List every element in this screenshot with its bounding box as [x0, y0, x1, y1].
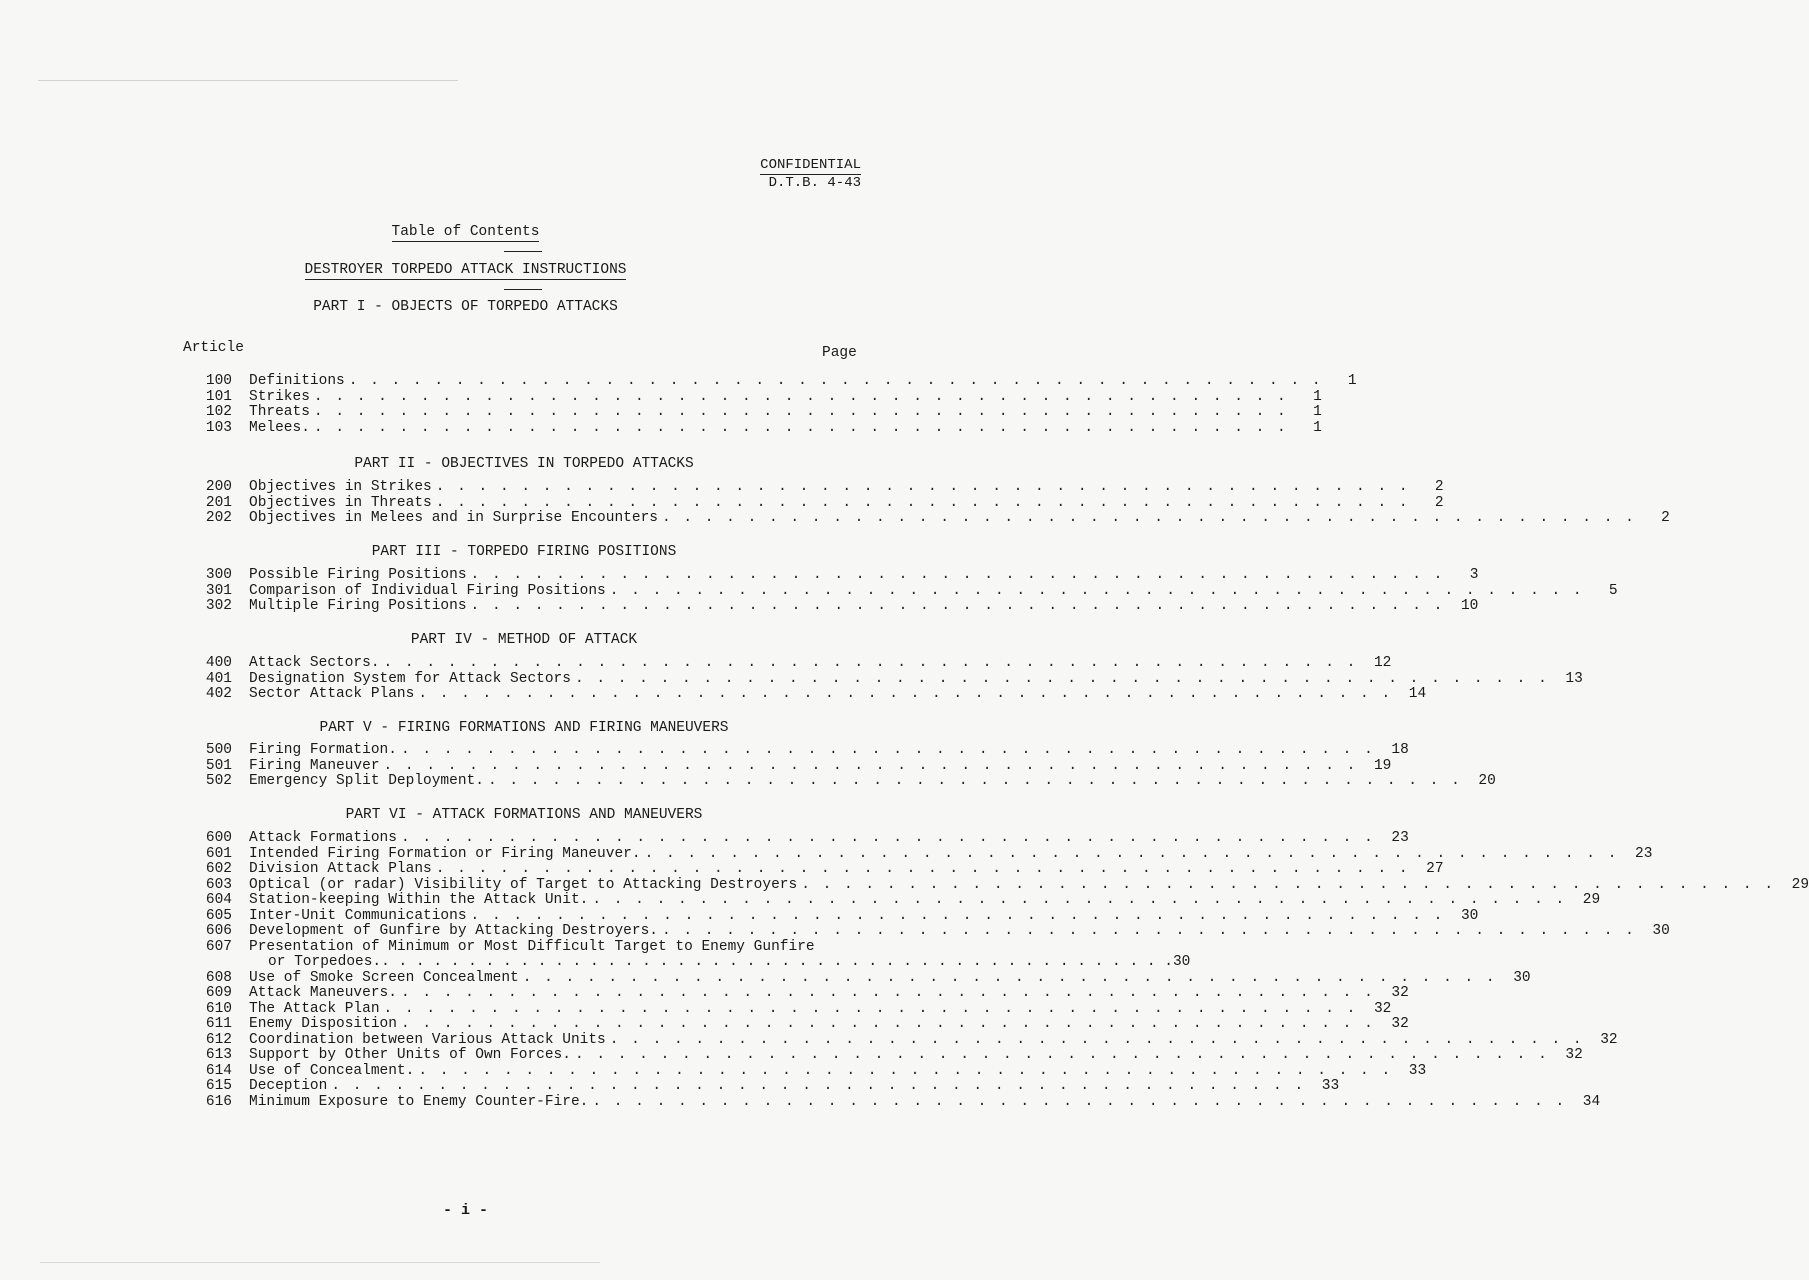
article-title: Attack Formations	[249, 830, 397, 846]
article-number: 401	[205, 670, 232, 687]
page-number: 30	[1652, 923, 1670, 939]
document-subtitle: DESTROYER TORPEDO ATTACK INSTRUCTIONS	[304, 262, 627, 278]
page-number: 5	[1608, 582, 1618, 599]
toc-entry	[184, 845, 1653, 863]
article-title: Intended Firing Formation or Firing Maneuver.	[249, 845, 641, 862]
page-column-heading: Page	[822, 345, 857, 361]
toc-part5	[184, 742, 1496, 790]
article-number: 100	[205, 373, 232, 389]
toc-title: Table of Contents	[391, 224, 540, 240]
article-title: Deception	[249, 1078, 328, 1094]
article-title: Strikes	[249, 388, 310, 405]
dot-leader: . . . . . . . . . . . . . . . . . . . . . . . . . . . . . . . . . . . . . . . . . . . . . .	[383, 1000, 1358, 1017]
dot-leader: . . . . . . . . . . . . . . . . . . . . . . . . . . . . . . . . . . . . . . . . . . . . . .	[609, 1031, 1584, 1048]
article-number: 607	[205, 938, 232, 955]
toc-entry	[184, 742, 1409, 759]
page-number: 32	[1600, 1031, 1618, 1048]
article-number: 603	[205, 876, 232, 893]
article-number: 609	[205, 985, 232, 1001]
page-number-footer: - i -	[442, 1202, 488, 1219]
toc-entry	[184, 830, 1409, 847]
article-number: 611	[205, 1016, 232, 1032]
article-number: 605	[205, 907, 232, 924]
dot-leader: . . . . . . . . . . . . . . . . . . . . . . . . . . . . . . . . . . . . . . . . . . . . . .	[313, 388, 1288, 405]
article-title: Objectives in Threats	[249, 494, 432, 511]
page-number: 13	[1565, 670, 1583, 687]
page-number: 2	[1661, 510, 1670, 526]
article-number: 602	[205, 861, 232, 877]
article-number: 402	[205, 686, 232, 702]
article-number: 300	[205, 567, 232, 583]
toc-title-block	[0, 224, 931, 240]
toc-part6-heading	[184, 807, 864, 823]
page-number: 23	[1391, 830, 1409, 846]
article-number: 502	[205, 773, 232, 789]
toc-entry	[184, 494, 1444, 512]
toc-entry	[184, 907, 1479, 925]
article-title: Station-keeping Within the Attack Unit.	[249, 892, 589, 908]
dot-leader: . . . . . . . . . . . . . . . . . . . . . . . . . . . . . . . . . . . . . . . . . . . . . .	[435, 494, 1410, 511]
subtitle-block	[0, 262, 931, 278]
dot-leader: . . . . . . . . . . . . . . . . . . . . . . . . . . . . . . . . . . . . . . . . . . . . . .	[381, 954, 1173, 970]
article-title: Coordination between Various Attack Units	[249, 1031, 606, 1048]
dot-leader: . . . . . . . . . . . . . . . . . . . . . . . . . . . . . . . . . . . . . . . . . . . . . .	[400, 1016, 1375, 1032]
dot-leader: . . . . . . . . . . . . . . . . . . . . . . . . . . . . . . . . . . . . . . . . . . . . . .	[313, 404, 1288, 420]
article-number: 615	[205, 1078, 232, 1094]
dot-leader: . . . . . . . . . . . . . . . . . . . . . . . . . . . . . . . . . . . . . . . . . . . . . .	[592, 1093, 1567, 1110]
article-title: Attack Sectors.	[249, 655, 380, 671]
article-number: 400	[205, 655, 232, 671]
toc-part5-heading	[184, 720, 864, 736]
toc-entry	[184, 670, 1583, 688]
article-number: 613	[205, 1047, 232, 1063]
page-number: 29	[1791, 876, 1809, 893]
page-number: 14	[1408, 686, 1427, 702]
article-number: 614	[205, 1062, 232, 1079]
toc-entry	[184, 655, 1392, 672]
article-number: 608	[205, 969, 232, 986]
page-number: 33	[1408, 1062, 1427, 1079]
scan-artifact-top	[38, 80, 458, 81]
dot-leader: . . . . . . . . . . . . . . . . . . . . . . . . . . . . . . . . . . . . . . . . . . . . . .	[435, 861, 1410, 877]
dot-leader: . . . . . . . . . . . . . . . . . . . . . . . . . . . . . . . . . . . . . . . . . . . . . .	[400, 830, 1375, 846]
article-title: Emergency Split Deployment.	[249, 773, 484, 789]
dot-leader: . . . . . . . . . . . . . . . . . . . . . . . . . . . . . . . . . . . . . . . . . . . . . .	[574, 1047, 1549, 1063]
article-title: Objectives in Melees and in Surprise Encounters	[249, 510, 658, 526]
article-number: 301	[205, 582, 232, 599]
page-number: 29	[1582, 892, 1601, 908]
toc-entry	[184, 419, 1322, 437]
toc-entry	[184, 567, 1479, 584]
article-title: Use of Concealment.	[249, 1062, 415, 1079]
article-number: 201	[205, 494, 232, 511]
toc-part3	[184, 567, 1618, 615]
article-number: 500	[205, 742, 232, 758]
dot-leader: . . . . . . . . . . . . . . . . . . . . . . . . . . . . . . . . . . . . . . . . . . . . . .	[418, 686, 1393, 702]
toc-entry	[184, 940, 864, 956]
part6-heading: PART VI - ATTACK FORMATIONS AND MANEUVERS	[345, 807, 703, 823]
article-number: 612	[205, 1031, 232, 1048]
article-title: Definitions	[249, 373, 345, 389]
page-number: 2	[1434, 479, 1444, 495]
article-number: 200	[205, 479, 232, 495]
toc-part1	[184, 373, 1357, 436]
article-number: 616	[205, 1093, 232, 1110]
article-title: Melees.	[249, 419, 310, 436]
toc-entry	[184, 686, 1427, 703]
article-title: Attack Maneuvers.	[249, 985, 397, 1001]
article-title: Division Attack Plans	[249, 861, 432, 877]
dot-leader: . . . . . . . . . . . . . . . . . . . . . . . . . . . . . . . . . . . . . . . . . . . . . .	[435, 479, 1410, 495]
part5-heading: PART V - FIRING FORMATIONS AND FIRING MANEUVERS	[319, 720, 729, 736]
dot-leader: . . . . . . . . . . . . . . . . . . . . . . . . . . . . . . . . . . . . . . . . . . . . . .	[470, 598, 1445, 614]
scan-artifact-bottom	[40, 1262, 600, 1263]
article-title: Development of Gunfire by Attacking Destroyers.	[249, 923, 658, 939]
article-number: 103	[205, 419, 232, 436]
page-number: 12	[1373, 655, 1392, 671]
toc-part2	[184, 479, 1670, 527]
page-number: 3	[1469, 567, 1479, 583]
toc-part6	[184, 830, 1809, 1110]
article-title: The Attack Plan	[249, 1000, 380, 1017]
article-number: 604	[205, 892, 232, 908]
toc-entry-continuation	[184, 954, 1191, 971]
page-number: 30	[1172, 954, 1191, 970]
page-number: 32	[1373, 1000, 1392, 1017]
page-number: 20	[1478, 773, 1496, 789]
article-title: Firing Maneuver	[249, 757, 380, 774]
dot-leader: . . . . . . . . . . . . . . . . . . . . . . . . . . . . . . . . . . . . . . . . . . . . . .	[592, 892, 1567, 908]
toc-entry	[184, 1016, 1409, 1033]
page-number: 1	[1313, 388, 1322, 405]
article-title: Multiple Firing Positions	[249, 598, 467, 614]
toc-entry	[184, 1093, 1601, 1111]
page-number: 1	[1313, 404, 1322, 420]
toc-entry	[184, 1047, 1583, 1064]
article-title: Objectives in Strikes	[249, 479, 432, 495]
article-number: 202	[205, 510, 232, 526]
article-number: 601	[205, 845, 232, 862]
article-number: 606	[205, 923, 232, 939]
dot-leader: . . . . . . . . . . . . . . . . . . . . . . . . . . . . . . . . . . . . . . . . . . . . . .	[418, 1062, 1393, 1079]
toc-part3-heading	[184, 544, 864, 560]
dot-leader: . . . . . . . . . . . . . . . . . . . . . . . . . . . . . . . . . . . . . . . . . . . . . .	[574, 670, 1549, 687]
page-number: 1	[1313, 419, 1322, 436]
toc-entry	[184, 969, 1531, 987]
subtitle-rule	[504, 289, 542, 290]
toc-entry	[184, 923, 1670, 940]
dot-leader: . . . . . . . . . . . . . . . . . . . . . . . . . . . . . . . . . . . . . . . . . . . . . .	[383, 655, 1358, 671]
dot-leader: . . . . . . . . . . . . . . . . . . . . . . . . . . . . . . . . . . . . . . . . . . . . . .	[383, 757, 1358, 774]
toc-entry	[184, 861, 1444, 878]
article-title: Designation System for Attack Sectors	[249, 670, 571, 687]
toc-entry	[184, 773, 1496, 790]
toc-entry	[184, 388, 1322, 406]
dot-leader: . . . . . . . . . . . . . . . . . . . . . . . . . . . . . . . . . . . . . . . . . . . . . .	[400, 985, 1375, 1001]
article-title: Support by Other Units of Own Forces.	[249, 1047, 571, 1063]
part1-heading: PART I - OBJECTS OF TORPEDO ATTACKS	[313, 299, 618, 315]
page-number: 32	[1391, 1016, 1409, 1032]
toc-entry	[184, 1031, 1618, 1049]
article-title: Threats	[249, 404, 310, 420]
article-title: Comparison of Individual Firing Positions	[249, 582, 606, 599]
page-number: 30	[1460, 907, 1479, 924]
page-number: 33	[1321, 1078, 1340, 1094]
dot-leader: . . . . . . . . . . . . . . . . . . . . . . . . . . . . . . . . . . . . . . . . . . . . . .	[522, 969, 1497, 986]
dot-leader: . . . . . . . . . . . . . . . . . . . . . . . . . . . . . . . . . . . . . . . . . . . . . .	[400, 742, 1375, 758]
article-title: Possible Firing Positions	[249, 567, 467, 583]
article-title: Optical (or radar) Visibility of Target to Attacking Destroyers	[249, 876, 798, 893]
toc-entry	[184, 1000, 1392, 1018]
document-id: D.T.B. 4-43	[768, 175, 861, 191]
page-number: 34	[1582, 1093, 1601, 1110]
dot-leader: . . . . . . . . . . . . . . . . . . . . . . . . . . . . . . . . . . . . . . . . . . . . . .	[609, 582, 1584, 599]
toc-entry	[184, 404, 1322, 421]
dot-leader: . . . . . . . . . . . . . . . . . . . . . . . . . . . . . . . . . . . . . . . . . . . . . .	[348, 373, 1323, 389]
page-number: 19	[1373, 757, 1392, 774]
toc-entry	[184, 757, 1392, 775]
article-title: Inter-Unit Communications	[249, 907, 467, 924]
toc-part4	[184, 655, 1583, 703]
toc-entry	[184, 1078, 1340, 1095]
part3-heading: PART III - TORPEDO FIRING POSITIONS	[371, 544, 677, 560]
toc-entry	[184, 510, 1670, 527]
toc-part4-heading	[184, 632, 864, 648]
article-title: Minimum Exposure to Enemy Counter-Fire.	[249, 1093, 589, 1110]
article-number: 501	[205, 757, 232, 774]
article-number: 302	[205, 598, 232, 614]
dot-leader: . . . . . . . . . . . . . . . . . . . . . . . . . . . . . . . . . . . . . . . . . . . . . .	[470, 567, 1445, 583]
toc-entry	[184, 876, 1809, 894]
part4-heading: PART IV - METHOD OF ATTACK	[410, 632, 638, 648]
article-column-heading: Article	[183, 340, 244, 356]
dot-leader: . . . . . . . . . . . . . . . . . . . . . . . . . . . . . . . . . . . . . . . . . . . . . .	[801, 876, 1776, 893]
document-header	[760, 157, 861, 191]
toc-entry	[184, 373, 1357, 390]
dot-leader: . . . . . . . . . . . . . . . . . . . . . . . . . . . . . . . . . . . . . . . . . . . . . .	[644, 845, 1619, 862]
toc-entry	[184, 985, 1409, 1002]
article-title: Enemy Disposition	[249, 1016, 397, 1032]
page-number: 18	[1391, 742, 1409, 758]
dot-leader: . . . . . . . . . . . . . . . . . . . . . . . . . . . . . . . . . . . . . . . . . . . . . .	[661, 923, 1636, 939]
page-number: 32	[1565, 1047, 1583, 1063]
page-number: 10	[1460, 598, 1479, 614]
toc-part2-heading	[184, 456, 864, 472]
article-number: 610	[205, 1000, 232, 1017]
article-number: 102	[205, 404, 232, 420]
toc-entry	[184, 1062, 1427, 1080]
article-number: 101	[205, 388, 232, 405]
classification-label: CONFIDENTIAL	[760, 157, 861, 173]
article-title-continuation: or Torpedoes.	[268, 954, 382, 970]
dot-leader: . . . . . . . . . . . . . . . . . . . . . . . . . . . . . . . . . . . . . . . . . . . . . .	[661, 510, 1636, 526]
page-number: 32	[1391, 985, 1409, 1001]
toc-entry	[184, 892, 1601, 909]
dot-leader: . . . . . . . . . . . . . . . . . . . . . . . . . . . . . . . . . . . . . . . . . . . . . .	[331, 1078, 1306, 1094]
toc-entry	[184, 582, 1618, 600]
article-number: 600	[205, 830, 232, 846]
article-title: Use of Smoke Screen Concealment	[249, 969, 519, 986]
article-title: Presentation of Minimum or Most Difficult Target to Enemy Gunfire	[249, 938, 815, 955]
dot-leader: . . . . . . . . . . . . . . . . . . . . . . . . . . . . . . . . . . . . . . . . . . . . . .	[313, 419, 1288, 436]
article-title: Firing Formation.	[249, 742, 397, 758]
title-rule	[504, 251, 542, 252]
part2-heading: PART II - OBJECTIVES IN TORPEDO ATTACKS	[354, 456, 694, 472]
toc-entry	[184, 598, 1479, 615]
page-number: 2	[1434, 494, 1444, 511]
page-number: 1	[1347, 373, 1357, 389]
page-number: 27	[1426, 861, 1444, 877]
article-title: Sector Attack Plans	[249, 686, 415, 702]
toc-entry	[184, 479, 1444, 496]
page-number: 30	[1513, 969, 1531, 986]
dot-leader: . . . . . . . . . . . . . . . . . . . . . . . . . . . . . . . . . . . . . . . . . . . . . .	[487, 773, 1462, 789]
page-number: 23	[1635, 845, 1653, 862]
dot-leader: . . . . . . . . . . . . . . . . . . . . . . . . . . . . . . . . . . . . . . . . . . . . . .	[470, 907, 1445, 924]
